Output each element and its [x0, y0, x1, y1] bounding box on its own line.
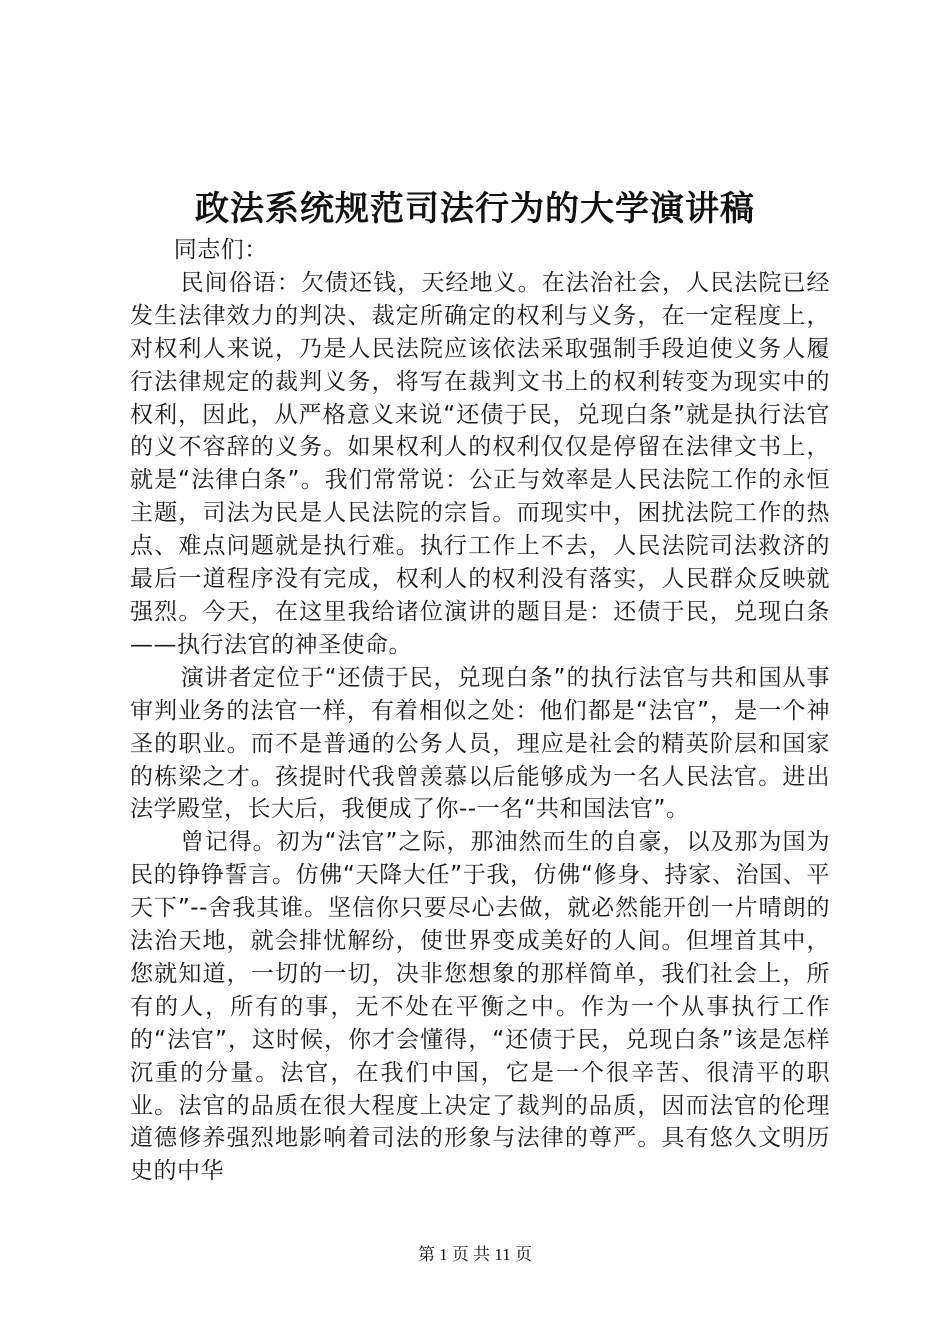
- page-number-footer: 第 1 页 共 11 页: [417, 1245, 533, 1264]
- document-body: [130, 234, 830, 1188]
- paragraph-1: 民间俗语：欠债还钱，天经地义。在法治社会，人民法院已经发生法律效力的判决、裁定所确定的权利与义务，在一定程度上，对权利人来说，乃是人民法院应该依法采取强制手段迫使义务人履行法律规定的裁判义务，将写在裁判文书上的权利转变为现实中的权利，因此，从严格意义来说“还债于民，兑现白条”就是执行法官的义不容辞的义务。如果权利人的权利仅仅是停留在法律文书上，就是“法律白条”。我们常常说：公正与效率是人民法院工作的永恒主题，司法为民是人民法院的宗旨。而现实中，困扰法院工作的热点、难点问题就是执行难。执行工作上不去，人民法院司法救济的最后一道程序没有完成，权利人的权利没有落实，人民群众反映就强烈。今天，在这里我给诸位演讲的题目是：还债于民，兑现白条——执行法官的神圣使命。: [130, 269, 830, 658]
- paragraph-2: 演讲者定位于“还债于民，兑现白条”的执行法官与共和国从事审判业务的法官一样，有着相似之处：他们都是“法官”，是一个神圣的职业。而不是普通的公务人员，理应是社会的精英阶层和国家的栋梁之才。孩提时代我曾羡慕以后能够成为一名人民法官。进出法学殿堂，长大后，我便成了你--一名“共和国法官”。: [130, 664, 830, 823]
- document-title: 政法系统规范司法行为的大学演讲稿: [195, 189, 755, 229]
- paragraph-3: 曾记得。初为“法官”之际，那油然而生的自豪，以及那为国为民的铮铮誓言。仿佛“天降大任”于我，仿佛“修身、持家、治国、平天下”--舍我其谁。坚信你只要尽心去做，就必然能开创一片晴朗的法治天地，就会排忧解纷，使世界变成美好的人间。但埋首其中，您就知道，一切的一切，决非您想象的那样简单，我们社会上，所有的人，所有的事，无不处在平衡之中。作为一个从事执行工作的“法官”，这时候，你才会懂得，“还债于民，兑现白条”该是怎样沉重的分量。法官，在我们中国，它是一个很辛苦、很清平的职业。法官的品质在很大程度上决定了裁判的品质，因而法官的伦理道德修养强烈地影响着司法的形象与法律的尊严。具有悠久文明历史的中华: [130, 829, 830, 1185]
- salutation: 同志们：: [173, 237, 268, 263]
